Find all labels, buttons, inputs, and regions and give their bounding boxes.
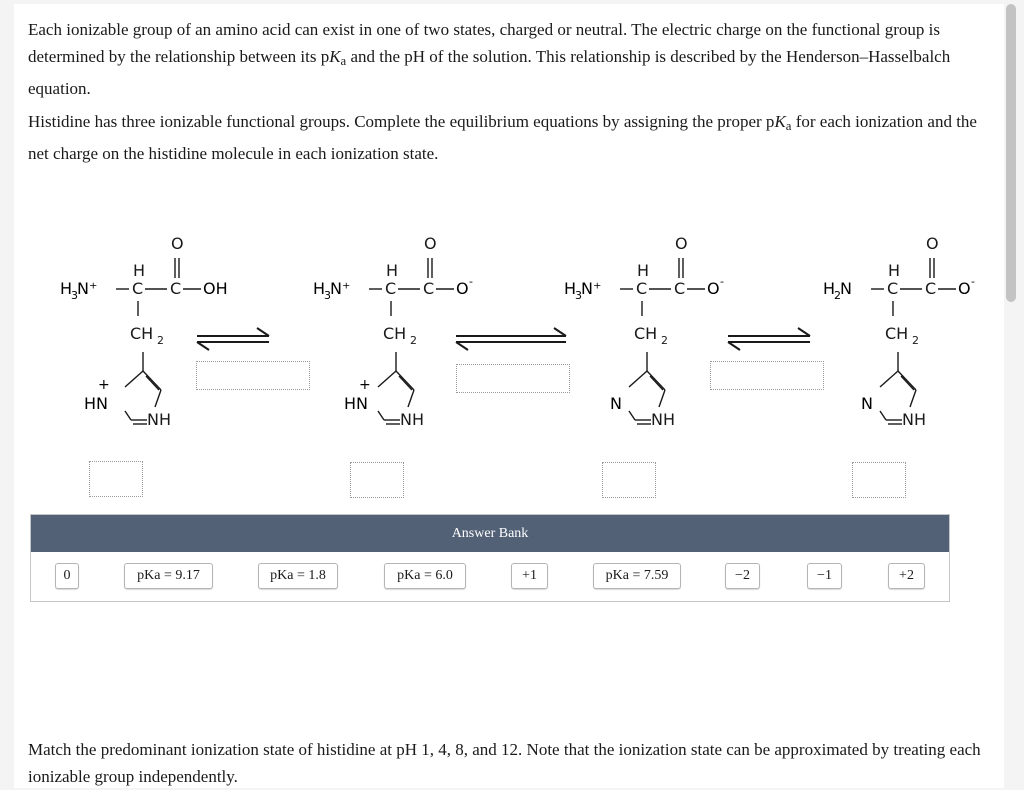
intro-text-1b: and the pH of the solution. This relationship is described by the Henderson–Hasselbalch equation. [28,47,951,99]
intro-k-symbol-2: K [774,112,786,131]
answer-tile[interactable]: pKa = 6.0 [384,563,466,589]
answer-tile[interactable]: pKa = 7.59 [593,563,681,589]
answer-tile[interactable]: −1 [807,563,842,589]
amine-h-label: H [60,279,73,298]
answer-tile[interactable]: pKa = 9.17 [124,563,213,589]
charge-drop-zone-3[interactable] [602,462,656,498]
structure-2 [313,234,473,429]
structure-3 [564,234,724,429]
structure-4 [823,234,975,429]
intro-paragraph-2 [28,108,988,167]
equilibrium-arrow-1 [197,328,269,350]
carboxylate-o-label: O [707,279,720,298]
carboxylate-o-label: O [456,279,469,298]
amine-n-label: N⁺ [77,279,98,298]
intro-text-2b: for each ionization and the net charge on the histidine molecule in each ionization state. [28,112,977,164]
equilibrium-arrow-3 [728,328,810,350]
carboxylate-minus-label: - [720,275,724,288]
amine-subscript: 3 [324,289,331,302]
charge-drop-zone-1[interactable] [89,461,143,497]
amine-n-label: N⁺ [581,279,602,298]
amine-subscript: 2 [834,289,841,302]
answer-tile[interactable]: −2 [725,563,760,589]
answer-tile[interactable]: pKa = 1.8 [258,563,338,589]
charge-drop-zone-2[interactable] [350,462,404,498]
carboxyl-oh-label: OH [203,279,228,298]
carboxylate-minus-label: - [469,275,473,288]
answer-tile[interactable]: +2 [888,563,925,589]
ring-hn-label: HN [344,394,368,413]
charge-drop-zone-4[interactable] [852,462,906,498]
footer-instruction: Match the predominant ionization state of histidine at pH 1, 4, 8, and 12. Note that the ionization state can be approximated by treating each ionizable group independently. [28,740,981,786]
answer-bank-title: Answer Bank [31,515,949,552]
question-card [7,4,1004,788]
structures-svg: C C H O CH 2 NH H 3 N⁺ OH + HN H 3 N⁺ O - + HN H 3 N⁺ O - N H 2 N O - N [7,234,975,429]
amine-subscript: 3 [71,289,78,302]
pka-drop-zone-3[interactable] [710,361,824,390]
answer-bank [30,514,950,602]
intro-paragraph-1 [28,16,988,102]
carboxylate-minus-label: - [971,275,975,288]
equilibrium-arrow-2 [456,328,566,350]
amine-h-label: H [823,279,836,298]
ring-plus-label: + [359,377,371,393]
intro-text-2a: Histidine has three ionizable functional groups. Complete the equilibrium equations by assigning the proper p [28,112,775,131]
pka-drop-zone-2[interactable] [456,364,570,393]
intro-k-subscript-2: a [785,119,792,134]
vertical-scrollbar[interactable] [1006,4,1016,302]
answer-tile[interactable]: 0 [55,563,79,589]
ring-plus-label: + [98,377,110,393]
carboxylate-o-label: O [958,279,971,298]
amine-h-label: H [564,279,577,298]
amine-h-label: H [313,279,326,298]
pka-drop-zone-1[interactable] [196,361,310,390]
amine-subscript: 3 [575,289,582,302]
intro-text-1a: Each ionizable group of an amino acid can exist in one of two states, charged or neutral. The electric charge on the functional group is determined by the relationship between its p [28,20,941,66]
intro-k-symbol-1: K [329,47,341,66]
amine-n-label: N [840,279,852,298]
amine-n-label: N⁺ [330,279,351,298]
ring-n-label: N [610,394,622,413]
intro-k-subscript-1: a [340,54,347,69]
answer-tile[interactable]: +1 [511,563,548,589]
ring-n-label: N [861,394,873,413]
histidine-ionization-scheme [7,229,1004,509]
ring-hn-label: HN [84,394,108,413]
structure-1 [60,234,228,429]
